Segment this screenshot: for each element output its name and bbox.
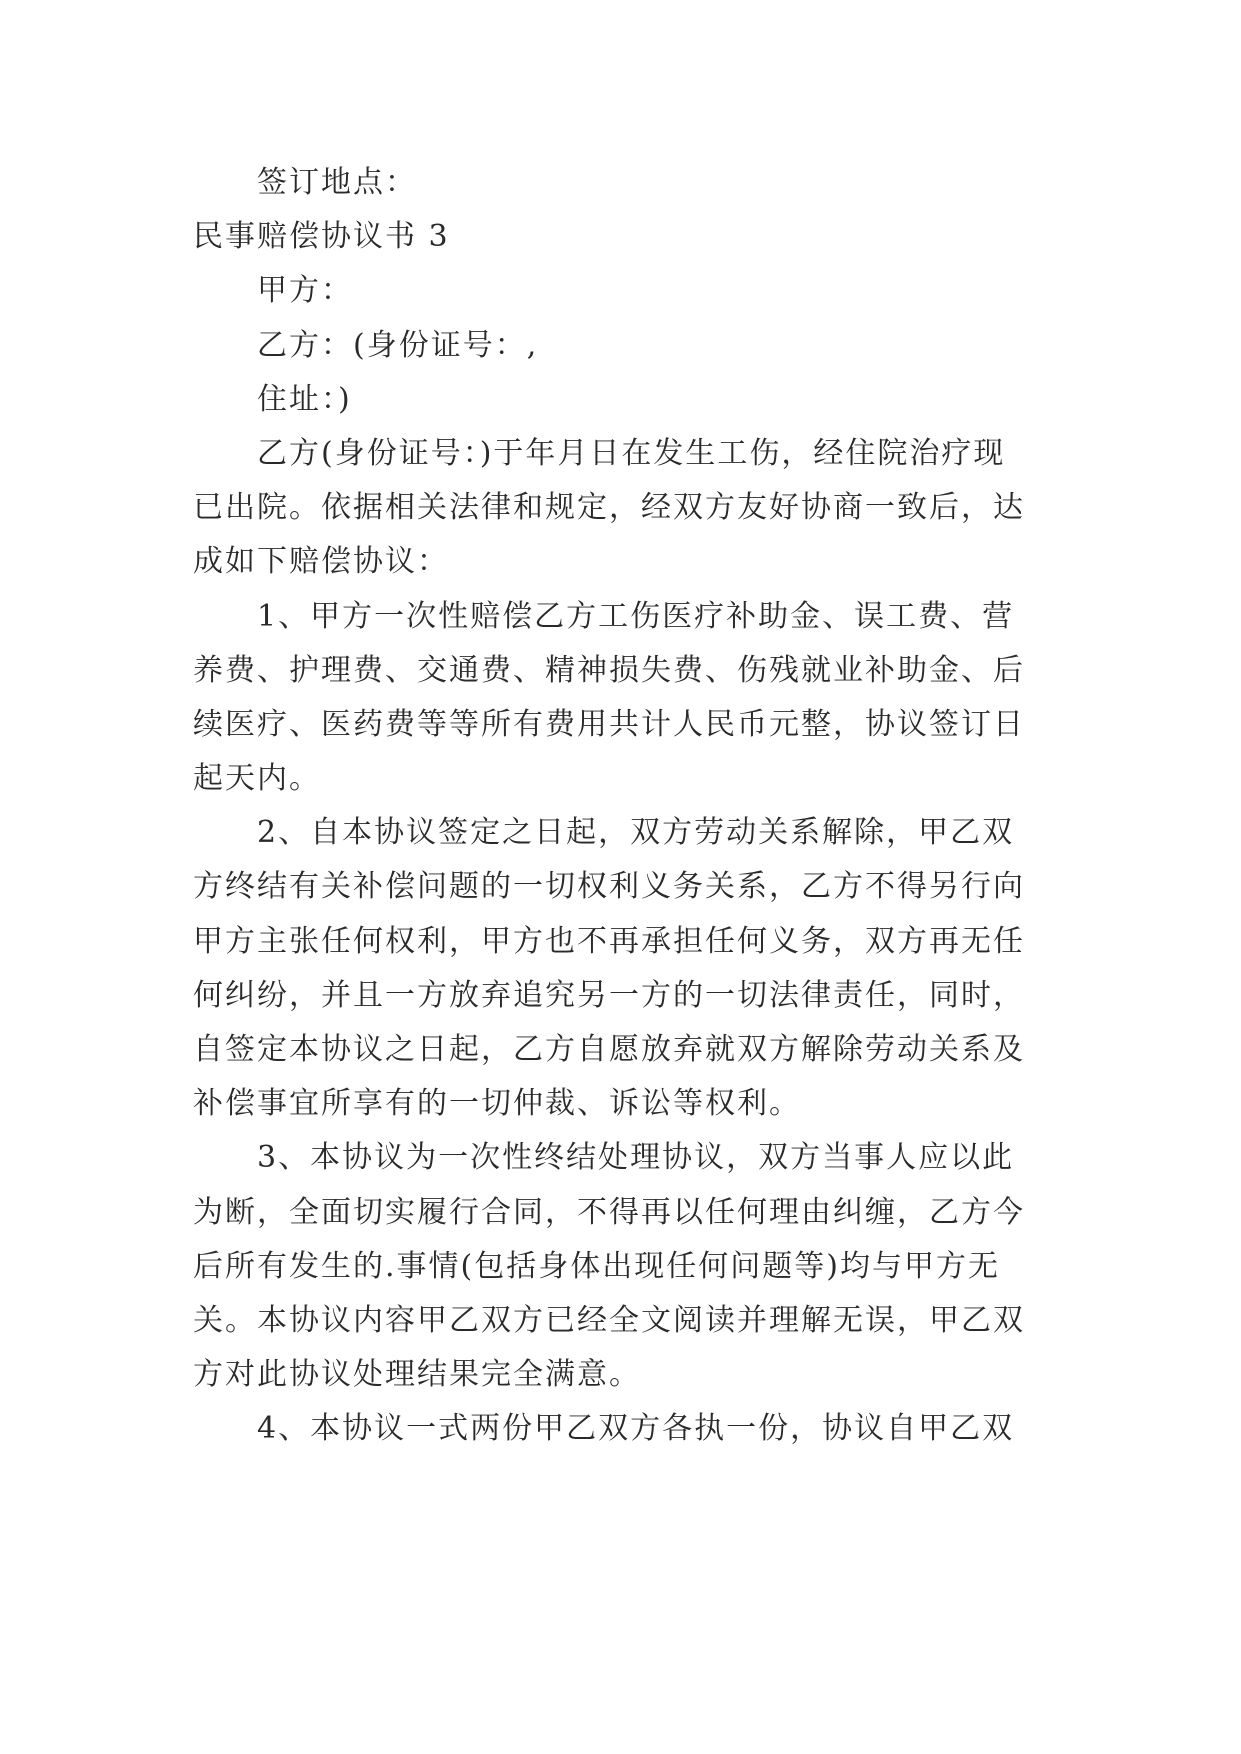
intro-paragraph-line: 乙方(身份证号：)于年月日在发生工伤，经住院治疗现 [257, 435, 1006, 471]
party-b-line: 乙方：(身份证号：, [257, 327, 539, 363]
clause-3-line: 关。本协议内容甲乙双方已经全文阅读并理解无误，甲乙双 [193, 1302, 1025, 1338]
clause-3-line: 3、本协议为一次性终结处理协议，双方当事人应以此 [257, 1140, 1015, 1176]
document-body [193, 156, 1053, 1457]
clause-2-line: 何纠纷，并且一方放弃追究另一方的一切法律责任，同时， [193, 977, 1025, 1013]
clause-4-line: 4、本协议一式两份甲乙双方各执一份，协议自甲乙双 [257, 1411, 1015, 1447]
address-line: 住址：) [257, 381, 352, 417]
clause-1-line: 养费、护理费、交通费、精神损失费、伤残就业补助金、后 [193, 652, 1025, 688]
clause-1-line: 起天内。 [193, 761, 321, 797]
signing-location-line: 签订地点： [257, 165, 417, 200]
clause-2-line: 甲方主张任何权利，甲方也不再承担任何义务，双方再无任 [193, 923, 1025, 959]
clause-1-line: 续医疗、医药费等等所有费用共计人民币元整，协议签订日 [193, 706, 1025, 742]
clause-1-line: 1、甲方一次性赔偿乙方工伤医疗补助金、误工费、营 [257, 598, 1015, 634]
clause-2-line: 补偿事宜所享有的一切仲裁、诉讼等权利。 [193, 1086, 801, 1122]
clause-2-line: 自签定本协议之日起，乙方自愿放弃就双方解除劳动关系及 [193, 1032, 1025, 1067]
party-a-line: 甲方： [257, 273, 353, 309]
clause-3-line: 为断，全面切实履行合同，不得再以任何理由纠缠，乙方今 [193, 1194, 1025, 1230]
intro-paragraph-line: 成如下赔偿协议： [193, 544, 449, 580]
clause-2-line: 方终结有关补偿问题的一切权利义务关系，乙方不得另行向 [193, 869, 1025, 905]
intro-paragraph-line: 已出院。依据相关法律和规定，经双方友好协商一致后，达 [193, 490, 1025, 526]
agreement-title: 民事赔偿协议书 3 [193, 219, 450, 255]
clause-3-line: 方对此协议处理结果完全满意。 [193, 1357, 641, 1393]
clause-3-line: 后所有发生的.事情(包括身体出现任何问题等)均与甲方无 [193, 1248, 1000, 1284]
clause-2-line: 2、自本协议签定之日起，双方劳动关系解除，甲乙双 [257, 815, 1015, 851]
